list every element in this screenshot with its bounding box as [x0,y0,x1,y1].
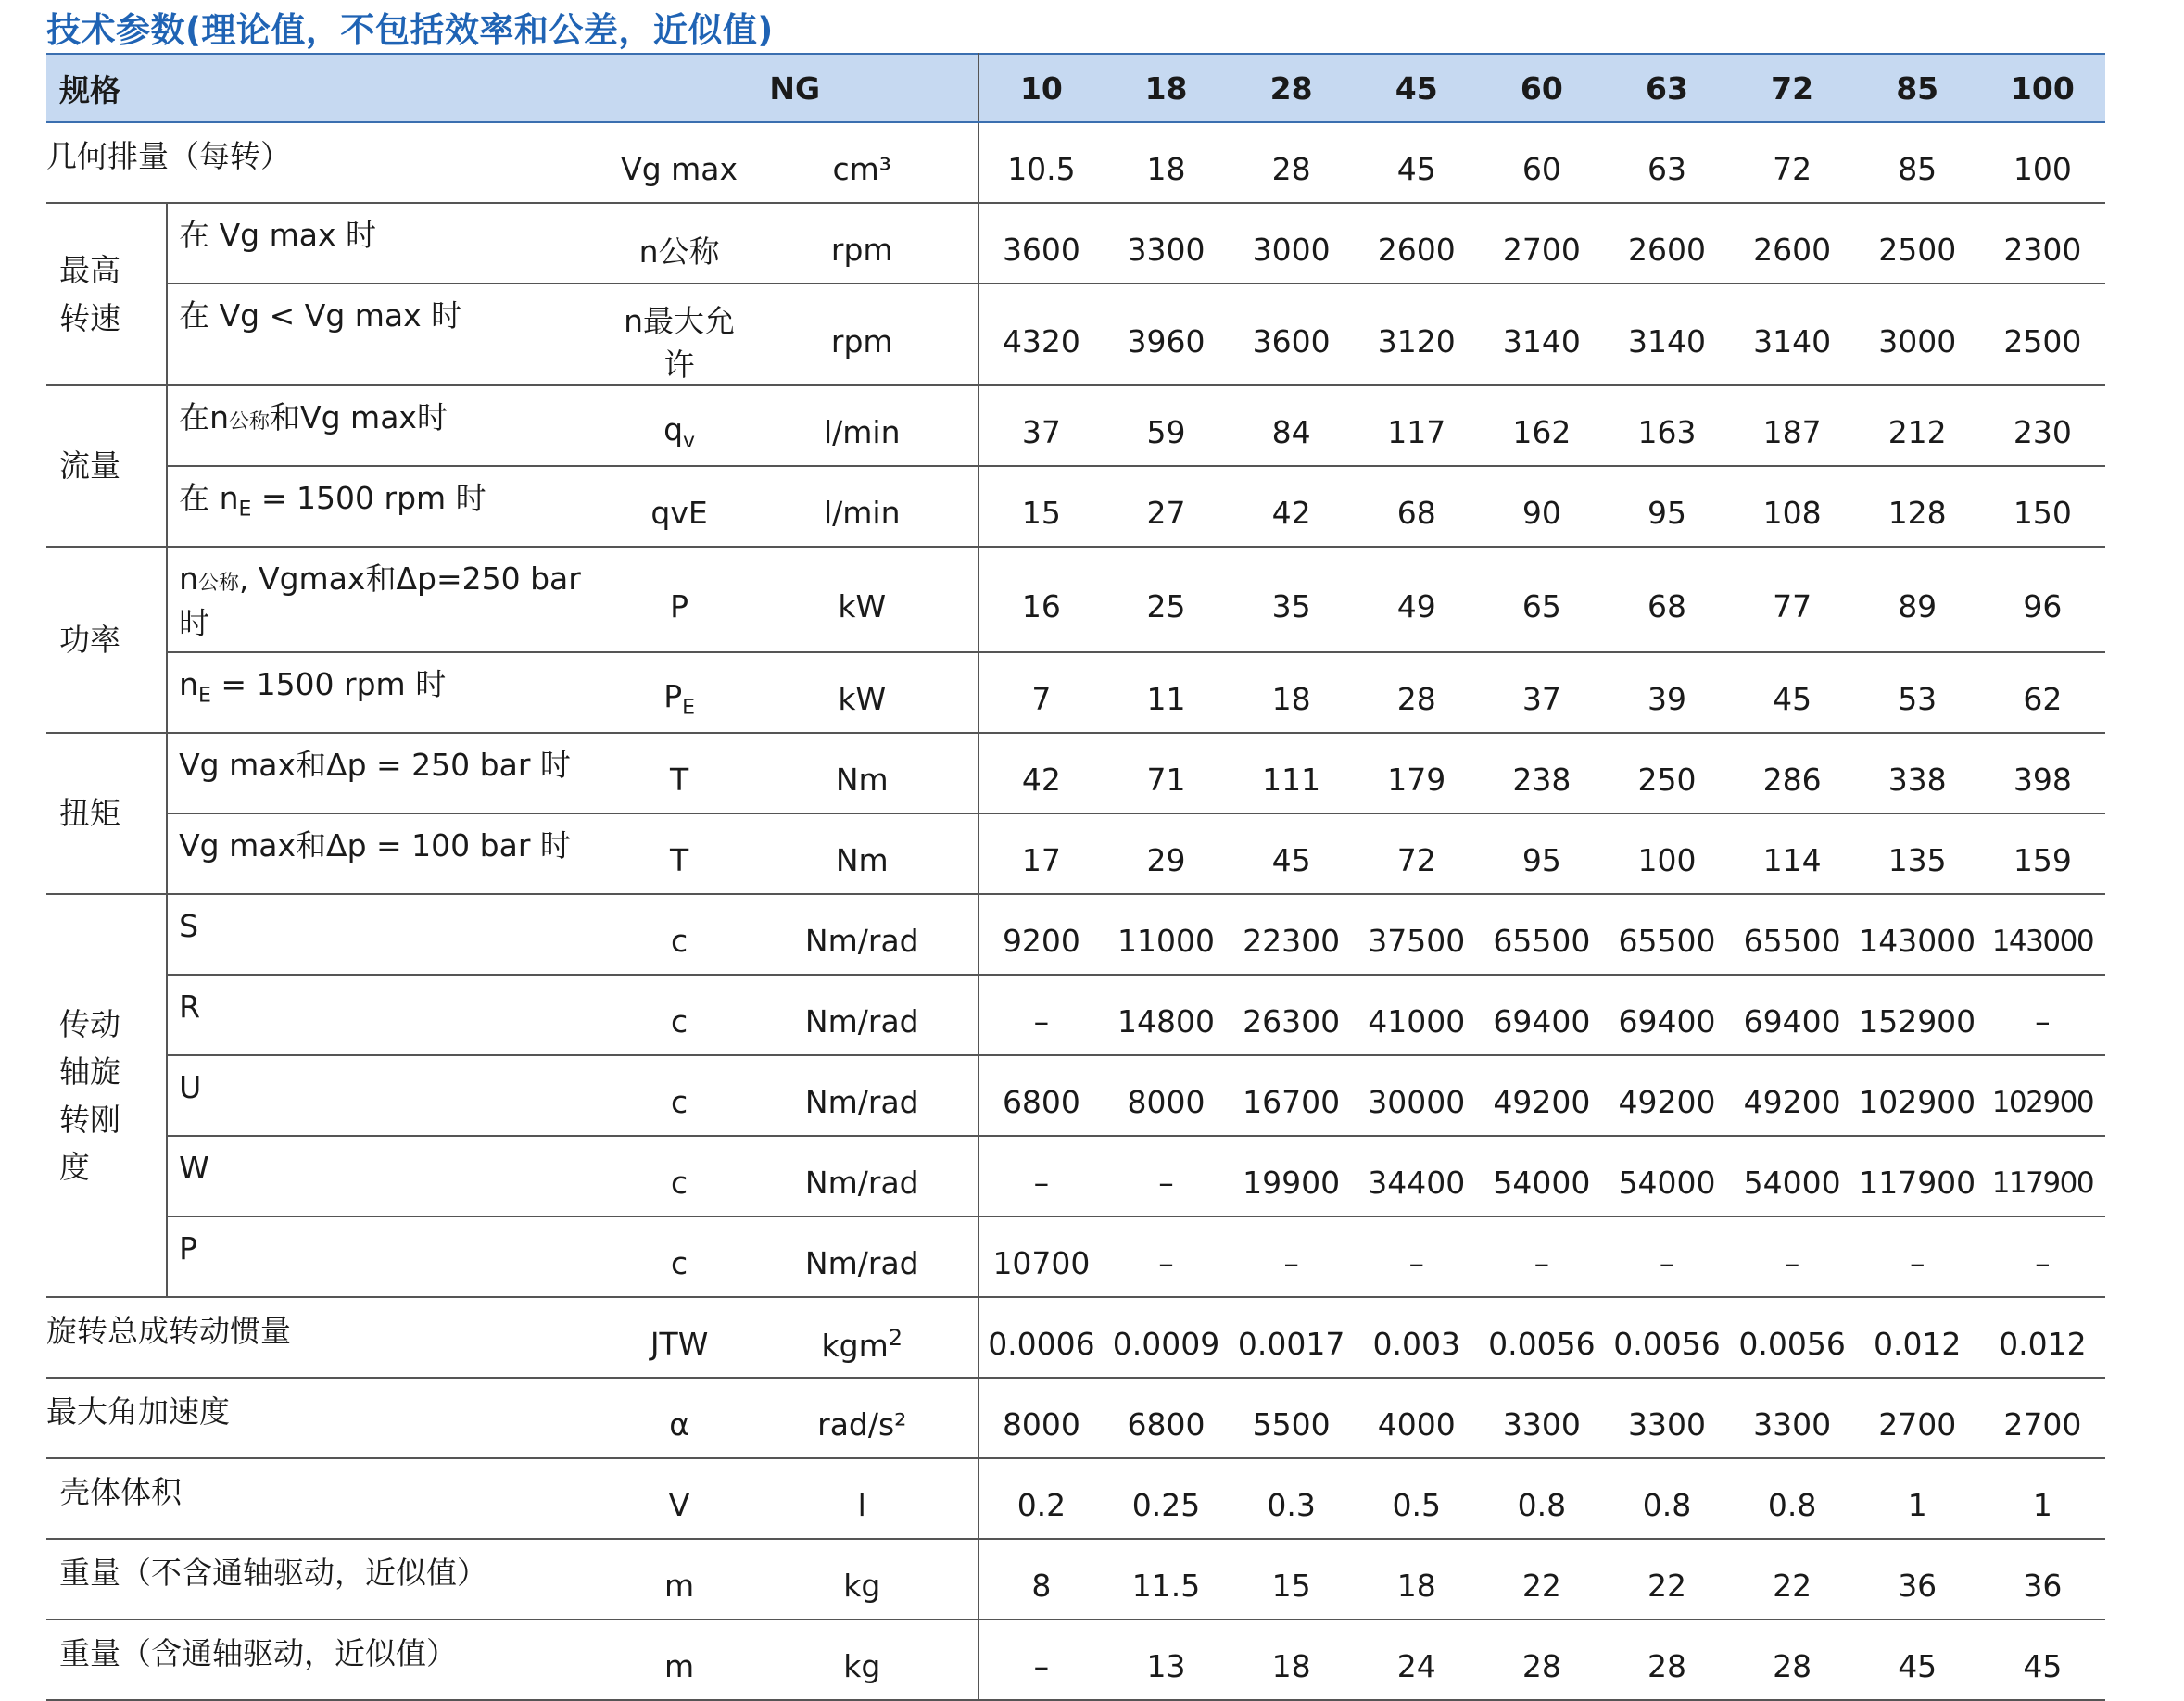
row-unit: kg [747,1619,978,1700]
value-cell: 84 [1229,385,1354,466]
value-cell: 128 [1855,466,1980,547]
value-cell: 28 [1604,1619,1729,1700]
table-row [46,813,2105,894]
value-cell: 159 [1980,813,2105,894]
header-size: 10 [978,54,1104,122]
value-cell: 0.8 [1479,1458,1604,1539]
value-cell: 71 [1104,733,1229,813]
row-symbol: T [612,813,747,894]
value-cell: 3140 [1479,284,1604,385]
value-cell: 28 [1354,652,1479,733]
row-label-text: = 1500 rpm 时 [210,666,447,702]
header-size: 85 [1855,54,1980,122]
value-cell: 0.8 [1604,1458,1729,1539]
value-cell: 162 [1479,385,1604,466]
row-unit: Nm/rad [747,894,978,975]
value-cell: 108 [1730,466,1855,547]
value-cell: 62 [1980,652,2105,733]
row-label-text: , Vgmax和Δp=250 bar [239,561,581,597]
row-unit: rpm [747,284,978,385]
value-cell: 22 [1604,1539,1729,1619]
value-cell: – [1104,1216,1229,1297]
value-cell: 230 [1980,385,2105,466]
value-cell: 0.003 [1354,1297,1479,1378]
value-cell: 338 [1855,733,1980,813]
value-cell: 42 [978,733,1104,813]
value-cell: 89 [1855,547,1980,652]
value-cell: 68 [1604,547,1729,652]
table-row [46,466,2105,547]
value-cell: 3600 [978,203,1104,284]
value-cell: 0.0017 [1229,1297,1354,1378]
value-cell: 3140 [1730,284,1855,385]
row-unit: l/min [747,466,978,547]
row-unit: Nm/rad [747,975,978,1055]
row-symbol: α [612,1378,747,1458]
value-cell: 2700 [1980,1378,2105,1458]
group-label-torque: 扭矩 [46,733,167,894]
value-cell: 95 [1479,813,1604,894]
value-cell: 10700 [978,1216,1104,1297]
row-symbol: c [612,1216,747,1297]
value-cell: 28 [1229,122,1354,203]
value-cell: 28 [1479,1619,1604,1700]
value-cell: 0.0056 [1479,1297,1604,1378]
value-cell: 3120 [1354,284,1479,385]
row-symbol: c [612,1055,747,1136]
value-cell: 49200 [1730,1055,1855,1136]
table-row [46,122,2105,203]
value-cell: 37 [1479,652,1604,733]
value-cell: 0.012 [1855,1297,1980,1378]
value-cell: 187 [1730,385,1855,466]
value-cell: 26300 [1229,975,1354,1055]
value-cell: 8 [978,1539,1104,1619]
group-label-speed-line: 最高转速 [59,252,120,336]
value-cell: 3960 [1104,284,1229,385]
value-cell: 65500 [1730,894,1855,975]
row-unit: kW [747,547,978,652]
value-cell: 238 [1479,733,1604,813]
row-label: P [167,1216,612,1297]
row-unit: rpm [747,203,978,284]
row-label [167,547,612,652]
value-cell: 65500 [1479,894,1604,975]
value-cell: 69400 [1730,975,1855,1055]
value-cell: 15 [1229,1539,1354,1619]
value-cell: 36 [1980,1539,2105,1619]
value-cell: 11 [1104,652,1229,733]
value-cell: 11000 [1104,894,1229,975]
row-symbol: V [612,1458,747,1539]
group-label-power: 功率 [46,547,167,733]
row-symbol: qvE [612,466,747,547]
value-cell: – [1354,1216,1479,1297]
value-cell: 102900 [1980,1055,2105,1136]
group-label-stiffness [46,894,167,1297]
value-cell: 3300 [1604,1378,1729,1458]
row-symbol: m [612,1619,747,1700]
value-cell: 0.0056 [1730,1297,1855,1378]
value-cell: 2700 [1855,1378,1980,1458]
row-label: Vg max和Δp = 100 bar 时 [167,813,612,894]
row-symbol: c [612,1136,747,1216]
value-cell: 53 [1855,652,1980,733]
value-cell: – [1479,1216,1604,1297]
header-spec: 规格 [46,54,612,122]
value-cell: 59 [1104,385,1229,466]
value-cell: 16700 [1229,1055,1354,1136]
value-cell: 2300 [1980,203,2105,284]
row-label: 最大角加速度 [46,1378,612,1458]
table-row [46,1136,2105,1216]
value-cell: 102900 [1855,1055,1980,1136]
page-title: 技术参数(理论值，不包括效率和公差，近似值) [46,10,774,50]
group-label-line: 传动 [59,1006,120,1043]
value-cell: 45 [1354,122,1479,203]
row-symbol-sub: v [683,429,696,453]
value-cell: 0.8 [1730,1458,1855,1539]
value-cell: – [1229,1216,1354,1297]
value-cell: – [978,1619,1104,1700]
value-cell: 69400 [1604,975,1729,1055]
row-unit: Nm/rad [747,1216,978,1297]
header-size: 45 [1354,54,1479,122]
value-cell: 10.5 [978,122,1104,203]
value-cell: 45 [1855,1619,1980,1700]
table-row [46,652,2105,733]
value-cell: 90 [1479,466,1604,547]
header-row [46,54,2105,122]
value-cell: 45 [1980,1619,2105,1700]
value-cell: 68 [1354,466,1479,547]
table-row [46,284,2105,385]
value-cell: 35 [1229,547,1354,652]
value-cell: 65500 [1604,894,1729,975]
value-cell: 2500 [1855,203,1980,284]
row-unit: kW [747,652,978,733]
value-cell: 3300 [1104,203,1229,284]
value-cell: 5500 [1229,1378,1354,1458]
value-cell: 0.25 [1104,1458,1229,1539]
group-label-flow: 流量 [46,385,167,547]
row-symbol: P [612,547,747,652]
value-cell: 16 [978,547,1104,652]
value-cell: 65 [1479,547,1604,652]
value-cell: 27 [1104,466,1229,547]
value-cell: 3000 [1229,203,1354,284]
value-cell: 8000 [1104,1055,1229,1136]
group-label-line: 度 [59,1148,90,1185]
group-label-line: 转刚 [59,1101,120,1138]
value-cell: 8000 [978,1378,1104,1458]
value-cell: 100 [1980,122,2105,203]
value-cell: 286 [1730,733,1855,813]
value-cell: 4000 [1354,1378,1479,1458]
value-cell: 25 [1104,547,1229,652]
value-cell: 212 [1855,385,1980,466]
value-cell: 0.3 [1229,1458,1354,1539]
row-unit-main: kgm [821,1327,889,1364]
value-cell: 60 [1479,122,1604,203]
value-cell: 3600 [1229,284,1354,385]
row-label: 壳体体积 [46,1458,612,1539]
header-size: 100 [1980,54,2105,122]
value-cell: 3140 [1604,284,1729,385]
value-cell: 135 [1855,813,1980,894]
value-cell: 13 [1104,1619,1229,1700]
row-symbol: c [612,975,747,1055]
value-cell: 63 [1604,122,1729,203]
value-cell: 22 [1479,1539,1604,1619]
row-unit [747,1297,978,1378]
value-cell: 1 [1855,1458,1980,1539]
value-cell: 22300 [1229,894,1354,975]
value-cell: 100 [1604,813,1729,894]
value-cell: – [1980,1216,2105,1297]
table-row [46,1539,2105,1619]
table-row [46,1297,2105,1378]
value-cell: 2600 [1730,203,1855,284]
value-cell: 398 [1980,733,2105,813]
row-unit: Nm/rad [747,1055,978,1136]
header-size: 18 [1104,54,1229,122]
value-cell: 72 [1730,122,1855,203]
row-symbol-main: q [663,411,684,448]
row-label [167,652,612,733]
row-label-text: n [179,561,199,597]
group-label-line: 轴旋 [59,1053,120,1090]
row-unit: rad/s² [747,1378,978,1458]
row-label-sub: E [198,684,211,708]
row-unit-sup: 2 [888,1324,903,1351]
header-ng: NG [612,54,978,122]
row-label [167,385,612,466]
row-label [167,466,612,547]
value-cell: 143000 [1855,894,1980,975]
row-symbol: Vg max [612,122,747,203]
value-cell: 0.0009 [1104,1297,1229,1378]
value-cell: 163 [1604,385,1729,466]
spec-table [46,53,2105,1701]
row-label: S [167,894,612,975]
header-size: 28 [1229,54,1354,122]
value-cell: 72 [1354,813,1479,894]
row-label: R [167,975,612,1055]
row-label-text: 在 n [179,480,239,516]
value-cell: 2500 [1980,284,2105,385]
row-label-text: 和Vg max时 [270,399,448,435]
value-cell: 22 [1730,1539,1855,1619]
row-label-text: 在n [179,399,230,435]
value-cell: 18 [1229,652,1354,733]
value-cell: 49200 [1479,1055,1604,1136]
value-cell: 49200 [1604,1055,1729,1136]
value-cell: 117 [1354,385,1479,466]
table-row [46,547,2105,652]
value-cell: 54000 [1479,1136,1604,1216]
value-cell: 37500 [1354,894,1479,975]
value-cell: 34400 [1354,1136,1479,1216]
value-cell: 1 [1980,1458,2105,1539]
header-size: 63 [1604,54,1729,122]
value-cell: 54000 [1604,1136,1729,1216]
value-cell: 2600 [1354,203,1479,284]
value-cell: 15 [978,466,1104,547]
row-unit: l/min [747,385,978,466]
row-label-text: = 1500 rpm 时 [251,480,486,516]
row-symbol-main: P [663,678,683,715]
row-unit: Nm/rad [747,1136,978,1216]
row-label: 重量（含通轴驱动，近似值） [46,1619,612,1700]
value-cell: 114 [1730,813,1855,894]
row-symbol: T [612,733,747,813]
table-row [46,1378,2105,1458]
value-cell: 45 [1229,813,1354,894]
value-cell: 45 [1730,652,1855,733]
value-cell: 69400 [1479,975,1604,1055]
table-row [46,975,2105,1055]
value-cell: 0.0056 [1604,1297,1729,1378]
value-cell: 18 [1229,1619,1354,1700]
table-row [46,1216,2105,1297]
row-symbol: m [612,1539,747,1619]
value-cell: 0.012 [1980,1297,2105,1378]
row-label-sub: E [238,498,252,522]
value-cell: 18 [1354,1539,1479,1619]
table-row [46,1619,2105,1700]
value-cell: 30000 [1354,1055,1479,1136]
value-cell: 7 [978,652,1104,733]
value-cell: – [1980,975,2105,1055]
value-cell: – [1604,1216,1729,1297]
value-cell: 2700 [1479,203,1604,284]
value-cell: 117900 [1855,1136,1980,1216]
row-label: 旋转总成转动惯量 [46,1297,612,1378]
row-label: 几何排量（每转） [46,122,612,203]
value-cell: 117900 [1980,1136,2105,1216]
value-cell: 0.0006 [978,1297,1104,1378]
table-row [46,203,2105,284]
header-size: 60 [1479,54,1604,122]
row-unit: kg [747,1539,978,1619]
value-cell: 3300 [1730,1378,1855,1458]
value-cell: – [1104,1136,1229,1216]
value-cell: 17 [978,813,1104,894]
value-cell: 2600 [1604,203,1729,284]
row-label: U [167,1055,612,1136]
value-cell: 39 [1604,652,1729,733]
row-label-sub: 公称 [229,410,271,434]
value-cell: 36 [1855,1539,1980,1619]
row-label: 在 Vg max 时 [167,203,612,284]
header-size: 72 [1730,54,1855,122]
value-cell: 9200 [978,894,1104,975]
value-cell: 250 [1604,733,1729,813]
value-cell: 150 [1980,466,2105,547]
value-cell: 14800 [1104,975,1229,1055]
row-symbol-sub: E [682,696,695,720]
value-cell: 11.5 [1104,1539,1229,1619]
row-unit: Nm [747,733,978,813]
value-cell: 143000 [1980,894,2105,975]
row-label: Vg max和Δp = 250 bar 时 [167,733,612,813]
value-cell: 6800 [1104,1378,1229,1458]
row-unit: cm³ [747,122,978,203]
value-cell: 0.5 [1354,1458,1479,1539]
value-cell: 0.2 [978,1458,1104,1539]
value-cell: 179 [1354,733,1479,813]
row-symbol: n最大允许 [612,284,747,385]
value-cell: – [1730,1216,1855,1297]
value-cell: 49 [1354,547,1479,652]
value-cell: 96 [1980,547,2105,652]
table-row [46,1055,2105,1136]
value-cell: 3000 [1855,284,1980,385]
value-cell: 4320 [978,284,1104,385]
row-label: 在 Vg < Vg max 时 [167,284,612,385]
value-cell: 85 [1855,122,1980,203]
table-row [46,894,2105,975]
row-symbol: c [612,894,747,975]
value-cell: 77 [1730,547,1855,652]
row-symbol: JTW [612,1297,747,1378]
row-symbol [612,385,747,466]
value-cell: 95 [1604,466,1729,547]
row-unit: Nm [747,813,978,894]
value-cell: 41000 [1354,975,1479,1055]
row-label-sub: 公称 [198,572,240,595]
value-cell: – [1855,1216,1980,1297]
row-label-text: n [179,666,199,702]
row-symbol: n公称 [612,203,747,284]
row-symbol [612,652,747,733]
table-row [46,733,2105,813]
value-cell: – [978,1136,1104,1216]
value-cell: – [978,975,1104,1055]
value-cell: 111 [1229,733,1354,813]
value-cell: 18 [1104,122,1229,203]
value-cell: 54000 [1730,1136,1855,1216]
value-cell: 6800 [978,1055,1104,1136]
group-label-speed [46,203,167,385]
value-cell: 152900 [1855,975,1980,1055]
row-label: W [167,1136,612,1216]
value-cell: 3300 [1479,1378,1604,1458]
value-cell: 24 [1354,1619,1479,1700]
value-cell: 29 [1104,813,1229,894]
row-label: 重量（不含通轴驱动，近似值） [46,1539,612,1619]
value-cell: 28 [1730,1619,1855,1700]
table-row [46,1458,2105,1539]
table-row [46,385,2105,466]
value-cell: 19900 [1229,1136,1354,1216]
value-cell: 42 [1229,466,1354,547]
value-cell: 37 [978,385,1104,466]
row-label-text: 时 [179,604,210,641]
row-unit: l [747,1458,978,1539]
